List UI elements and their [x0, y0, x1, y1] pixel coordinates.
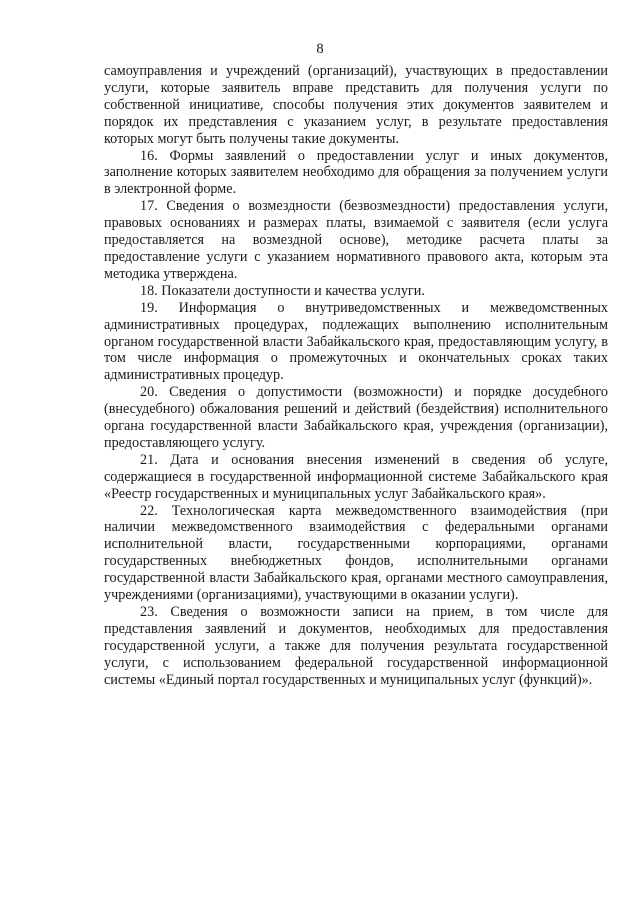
paragraph-item-23: 23. Сведения о возможности записи на прием, в том числе для представления заявлений и документов, необходимых для предоставления государственной услуги, а также для получения результата государственной услуги, с использованием федеральной государственной информационной системы «Единый портал государственных и муниципальных услуг (функций)».	[104, 604, 608, 688]
paragraph-item-21: 21. Дата и основания внесения изменений в сведения об услуге, содержащиеся в государственной информационной системе Забайкальского края «Реестр государственных и муниципальных услуг Забайкальского края».	[104, 451, 608, 502]
paragraph-item-18: 18. Показатели доступности и качества услуги.	[140, 282, 425, 299]
page-number: 8	[316, 41, 324, 57]
paragraph-item-19: 19. Информация о внутриведомственных и межведомственных административных процедурах, подлежащих выполнению исполнительным органом государственной власти Забайкальского края, предоставляющим услугу, в том числе информация о промежуточных и окончательных сроках таких административных процедур.	[104, 299, 608, 384]
paragraph-item-20: 20. Сведения о допустимости (возможности) и порядке досудебного (внесудебного) обжалования решений и действий (бездействия) исполнительного органа государственной власти Забайкальского края, учреждения (организации), предоставляющего услугу.	[104, 384, 608, 451]
paragraph-item-17: 17. Сведения о возмездности (безвозмездности) предоставления услуги, правовых основаниях и размерах платы, взимаемой с заявителя (если услуга предоставляется на возмездной основе), методике расчета платы за предоставление услуги с указанием нормативного правового акта, которым эта методика утверждена.	[104, 198, 608, 282]
paragraph-continuation: самоуправления и учреждений (организаций), участвующих в предоставлении услуги, которые заявитель вправе представить для получения услуги по собственной инициативе, способы получения этих документов заявителем и порядок их представления с указанием услуг, в результате предоставления которых могут быть получены такие документы.	[104, 63, 608, 147]
paragraph-item-22: 22. Технологическая карта межведомственного взаимодействия (при наличии межведомственного взаимодействия с федеральными органами исполнительной власти, государственными корпорациями, органами государственных внебюджетных фондов, исполнительными органами государственной власти Забайкальского края, органами местного самоуправления, учреждениями (организациями), участвующими в оказании услуги).	[104, 502, 608, 604]
paragraph-item-16: 16. Формы заявлений о предоставлении услуг и иных документов, заполнение которых заявителем необходимо для обращения за получением услуги в электронной форме.	[104, 147, 608, 198]
document-body	[104, 63, 608, 689]
